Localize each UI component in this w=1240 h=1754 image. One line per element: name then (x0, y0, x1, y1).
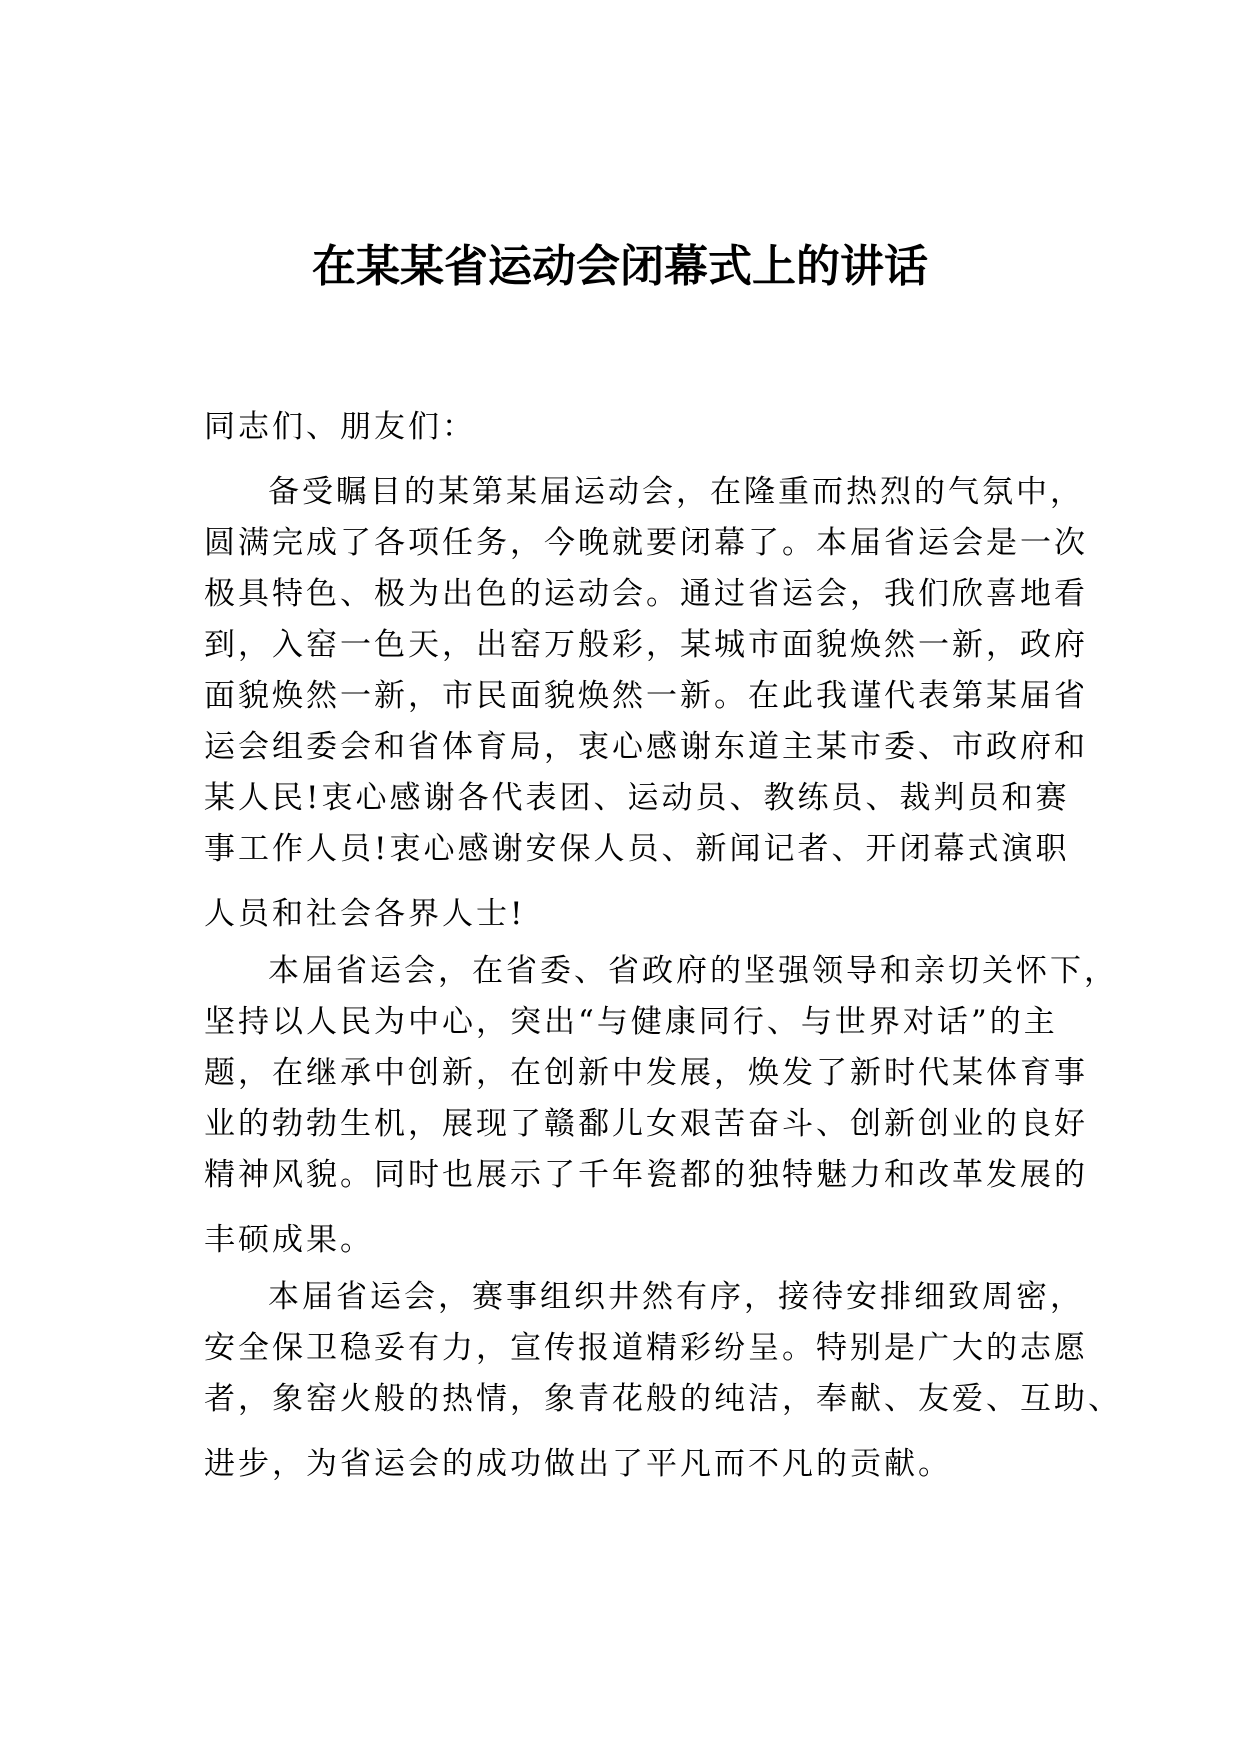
paragraph-line: 圆满完成了各项任务，今晚就要闭幕了。本届省运会是一次 (204, 525, 1088, 561)
paragraph-line: 本届省运会，赛事组织井然有序，接待安排细致周密， (268, 1279, 1084, 1315)
salutation (204, 402, 1064, 453)
paragraph-line: 本届省运会，在省委、省政府的坚强领导和亲切关怀下， (268, 953, 1118, 989)
paragraph-line: 丰硕成果。 (204, 1222, 374, 1258)
paragraph-line: 人员和社会各界人士! (204, 896, 526, 932)
paragraph-line: 业的勃勃生机，展现了赣鄱儿女艰苦奋斗、创新创业的良好 (204, 1106, 1088, 1142)
paragraph-line: 备受瞩目的某第某届运动会，在隆重而热烈的气氛中， (268, 474, 1084, 510)
paragraph-line: 极具特色、极为出色的运动会。通过省运会，我们欣喜地看 (204, 576, 1088, 612)
paragraph-3 (204, 1272, 1122, 1490)
paragraph-line: 题，在继承中创新，在创新中发展，焕发了新时代某体育事 (204, 1055, 1088, 1091)
paragraph-line: 面貌焕然一新，市民面貌焕然一新。在此我谨代表第某届省 (204, 678, 1088, 714)
paragraph-line: 安全保卫稳妥有力，宣传报道精彩纷呈。特别是广大的志愿 (204, 1330, 1088, 1366)
paragraph-line: 运会组委会和省体育局，衷心感谢东道主某市委、市政府和 (204, 729, 1088, 765)
document-body (204, 402, 1122, 1490)
paragraph-line: 到，入窑一色天，出窑万般彩，某城市面貌焕然一新，政府 (204, 627, 1088, 663)
paragraph-line: 某人民!衷心感谢各代表团、运动员、教练员、裁判员和赛 (204, 780, 1070, 816)
paragraph-line: 进步，为省运会的成功做出了平凡而不凡的贡献。 (204, 1446, 952, 1482)
document-title: 在某某省运动会闭幕式上的讲话 (312, 241, 928, 292)
paragraph-line: 坚持以人民为中心，突出“与健康同行、与世界对话”的主 (204, 1004, 1058, 1040)
paragraph-line: 精神风貌。同时也展示了千年瓷都的独特魅力和改革发展的 (204, 1157, 1088, 1193)
paragraph-line: 事工作人员!衷心感谢安保人员、新闻记者、开闭幕式演职 (204, 831, 1070, 867)
salutation-line: 同志们、朋友们： (204, 409, 476, 445)
paragraph-line: 者，象窑火般的热情，象青花般的纯洁，奉献、友爱、互助、 (204, 1381, 1122, 1417)
paragraph-2 (204, 946, 1118, 1266)
paragraph-1 (204, 467, 1088, 940)
